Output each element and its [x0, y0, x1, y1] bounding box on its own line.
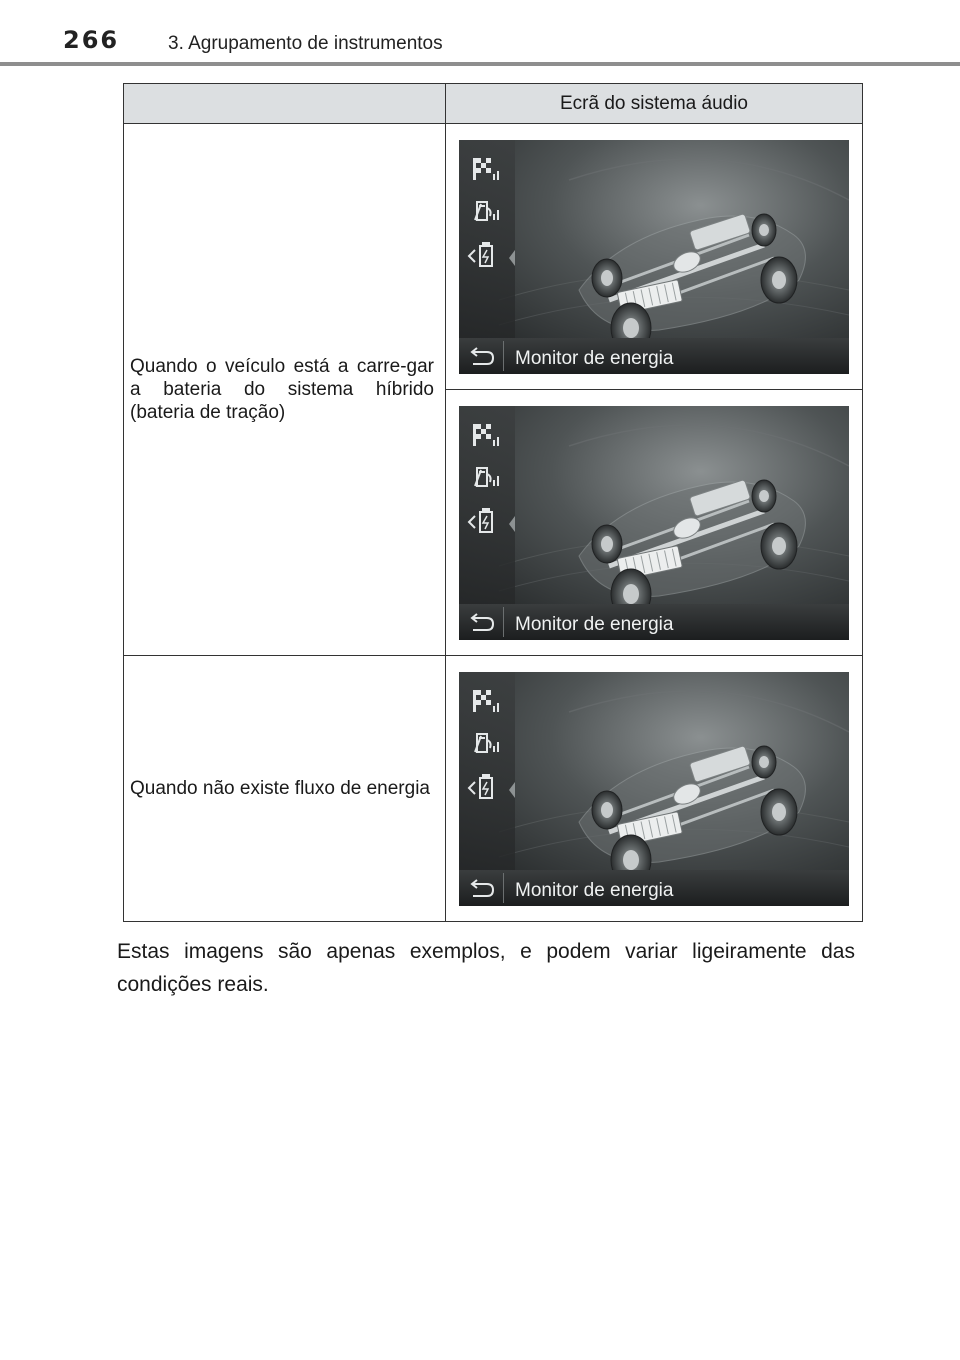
condition-cell: Quando não existe fluxo de energia [124, 656, 446, 922]
energy-monitor-screen [459, 406, 849, 640]
screen-cell [446, 124, 863, 390]
table-row [124, 656, 863, 922]
screen-cell [446, 390, 863, 656]
section-title: 3. Agrupamento de instrumentos [168, 33, 443, 54]
condition-cell: Quando o veículo está a carre-gar a bateria do sistema híbrido (bateria de tração) [124, 124, 446, 656]
screen-title: Monitor de energia [515, 613, 674, 635]
page-header [0, 0, 960, 70]
energy-monitor-screen [459, 672, 849, 906]
table-header-row [124, 84, 863, 124]
note-text: Estas imagens são apenas exemplos, e podem variar ligeiramente das condições reais. [117, 940, 855, 996]
screen-cell [446, 656, 863, 922]
screen-title: Monitor de energia [515, 879, 674, 901]
table-header-screen: Ecrã do sistema áudio [446, 84, 863, 124]
screen-title: Monitor de energia [515, 347, 674, 369]
header-rule [0, 62, 960, 66]
page-number: 266 [63, 26, 120, 54]
energy-monitor-screen [459, 140, 849, 374]
table-header-condition [124, 84, 446, 124]
energy-monitor-table [123, 83, 863, 922]
table-row [124, 124, 863, 390]
